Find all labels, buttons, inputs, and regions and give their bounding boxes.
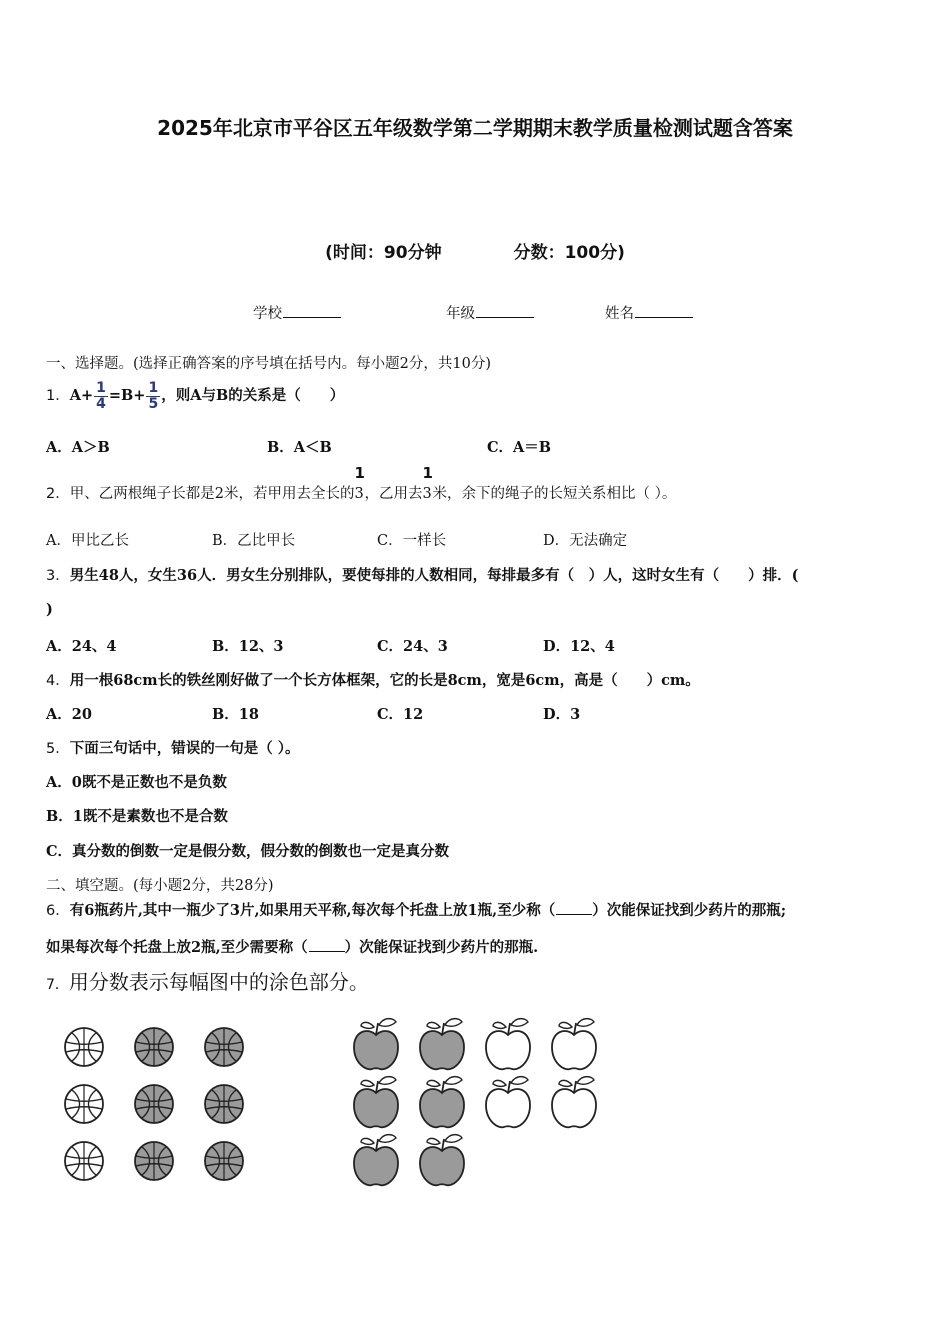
q2-option-c[interactable]: C．一样长: [377, 533, 447, 549]
exam-score: 分数：100分): [513, 243, 625, 263]
basketball-shaded: [135, 1085, 173, 1123]
q5-option-a[interactable]: A．0既不是正数也不是负数: [46, 774, 227, 791]
q2-option-b[interactable]: B．乙比甲长: [212, 533, 296, 549]
q6-number: 6．: [46, 903, 70, 919]
basketball-shaded: [205, 1028, 243, 1066]
school-field[interactable]: [253, 302, 341, 323]
q4-option-b[interactable]: B．18: [212, 706, 259, 723]
q5-number: 5．: [46, 741, 70, 757]
question-2: 2．甲、乙两根绳子长都是2米，若甲用去全长的 1 3，乙用去 1 3米，余下的绳子的长短关系相比（ ）。: [46, 464, 677, 502]
q3-option-d[interactable]: D．12、4: [543, 638, 615, 655]
document-title: 2025年北京市平谷区五年级数学第二学期期末教学质量检测试题含答案: [157, 116, 793, 140]
apple-shaded: [420, 1019, 464, 1070]
apple-unshaded: [552, 1019, 596, 1070]
question-1: 1．A+ $\frac{1}{4}$ =B+ $\frac{1}{5}$ ，则A与B的关系是（ ）: [46, 379, 345, 412]
q3-option-b[interactable]: B．12、3: [212, 638, 284, 655]
q1-option-b[interactable]: B．A＜B: [267, 439, 332, 456]
apple-shaded: [420, 1077, 464, 1128]
question-4: 4．用一根68cm长的铁丝刚好做了一个长方体框架，它的长是8cm，宽是6cm，高是（ ）cm。: [46, 672, 700, 689]
basketball-shaded: [205, 1142, 243, 1180]
apple-shaded: [354, 1019, 398, 1070]
question-6-line-1: 6．有6瓶药片,其中一瓶少了3片,如果用天平称,每次每个托盘上放1瓶,至少称（ ）次能保证找到少药片的那瓶;: [46, 902, 787, 919]
section-fill-heading: 二、填空题。(每小题2分，共28分): [46, 878, 274, 894]
apple-unshaded: [486, 1019, 530, 1070]
q4-option-c[interactable]: C．12: [377, 706, 424, 723]
grade-field[interactable]: [446, 302, 534, 323]
q2-number: 2．: [46, 486, 70, 502]
q4-option-d[interactable]: D．3: [543, 706, 581, 723]
exam-time: (时间：90分钟: [325, 243, 442, 263]
q6-blank-1[interactable]: [556, 900, 592, 915]
q5-option-b[interactable]: B．1既不是素数也不是合数: [46, 808, 228, 825]
basketball-shaded: [205, 1085, 243, 1123]
question-5: 5．下面三句话中，错误的一句是（ ）。: [46, 740, 300, 757]
apple-shaded: [354, 1077, 398, 1128]
q2-option-d[interactable]: D．无法确定: [543, 533, 628, 549]
q1-option-c[interactable]: C．A＝B: [487, 439, 552, 456]
question-3: 3．男生48人，女生36人．男女生分别排队，要使每排的人数相同，每排最多有（ ）人，这时女生有（ ）排．(: [46, 567, 799, 584]
q3-continuation: ): [46, 601, 53, 618]
grade-label: 年级: [446, 306, 475, 322]
basketball-shaded: [135, 1142, 173, 1180]
q3-number: 3．: [46, 568, 70, 584]
exam-meta: [0, 238, 950, 263]
fraction-1-3-b: 1 3: [422, 464, 433, 502]
fraction-1-5: $\frac{1}{5}$: [148, 379, 159, 412]
apple-unshaded: [486, 1077, 530, 1128]
fraction-1-4: $\frac{1}{4}$: [96, 379, 106, 412]
basketball-unshaded: [65, 1142, 103, 1180]
school-label: 学校: [253, 306, 282, 322]
q3-option-c[interactable]: C．24、3: [377, 638, 448, 655]
q6-blank-2[interactable]: [309, 937, 345, 952]
shaded-fraction-figure: [50, 1012, 630, 1202]
name-label: 姓名: [605, 306, 634, 322]
apple-shaded: [420, 1135, 464, 1186]
question-6-line-2: 如果每次每个托盘上放2瓶,至少需要称（ ）次能保证找到少药片的那瓶.: [46, 939, 539, 956]
apple-unshaded: [552, 1077, 596, 1128]
name-field[interactable]: [605, 302, 693, 323]
q1-number: 1．: [46, 388, 70, 404]
q3-option-a[interactable]: A．24、4: [46, 638, 117, 655]
basketball-shaded: [135, 1028, 173, 1066]
apple-shaded: [354, 1135, 398, 1186]
question-7: 7．用分数表示每幅图中的涂色部分。: [46, 970, 369, 994]
fraction-1-3-a: 1 3: [354, 464, 365, 502]
q2-option-a[interactable]: A．甲比乙长: [46, 533, 129, 549]
q4-number: 4．: [46, 673, 70, 689]
section-choice-heading: 一、选择题。(选择正确答案的序号填在括号内。每小题2分，共10分): [46, 356, 491, 372]
q1-option-a[interactable]: A．A＞B: [46, 439, 110, 456]
q7-number: 7．: [46, 977, 69, 993]
basketball-unshaded: [65, 1028, 103, 1066]
q5-option-c[interactable]: C．真分数的倒数一定是假分数，假分数的倒数也一定是真分数: [46, 843, 450, 860]
q4-option-a[interactable]: A．20: [46, 706, 92, 723]
basketball-unshaded: [65, 1085, 103, 1123]
